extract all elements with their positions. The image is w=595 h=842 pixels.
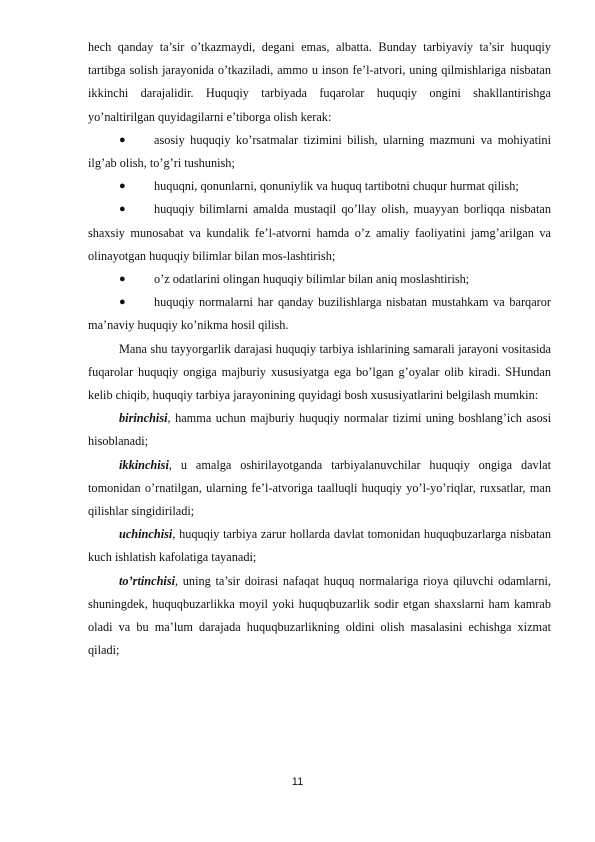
point-paragraph — [88, 523, 551, 569]
point-text: , huquqiy tarbiya zarur hollarda davlat tomonidan huquqbuzarlarga nisbatan kuch ishlatish kafolatiga tayanadi; — [88, 527, 551, 565]
list-item-text: huquqni, qonunlarni, qonuniylik va huquq tartibotni chuqur hurmat qilish; — [154, 179, 519, 194]
document-page — [88, 36, 551, 662]
point-paragraph — [88, 454, 551, 524]
bullet-icon: ● — [119, 273, 126, 286]
bullet-icon: ● — [119, 296, 126, 309]
point-term: ikkinchisi — [119, 457, 169, 472]
list-item — [88, 268, 551, 291]
list-item-text: huquqiy bilimlarni amalda mustaqil qo’llay olish, muayyan borliqqa nisbatan shaxsiy munosabat va kundalik fe’l-atvorni hamda o’z amaliy faoliyatini jamg’arilgan va olinayotgan huquqiy bilimlar bilan mos-lashtirish; — [88, 202, 551, 263]
bullet-icon: ● — [119, 203, 126, 216]
list-item — [88, 291, 551, 337]
page-number: 11 — [291, 776, 304, 788]
list-item-text: o’z odatlarini olingan huquqiy bilimlar bilan aniq moslashtirish; — [154, 272, 470, 287]
intro-paragraph: hech qanday ta’sir o’tkazmaydi, degani emas, albatta. Bunday tarbiyaviy ta’sir huquqiy tartibga solish jarayonida o’tkaziladi, ammo u inson fe’l-atvori, uning qilmishlariga nisbatan ikkinchi darajalidir. Huquqiy tarbiyada fuqarolar huquqiy ongini shakllantirishga yo’naltirilgan quyidagilarni e’tiborga olish kerak: — [88, 40, 551, 124]
bullet-icon: ● — [119, 180, 126, 193]
point-term: birinchisi — [119, 411, 168, 426]
point-paragraph — [88, 407, 551, 453]
transition-paragraph: Mana shu tayyorgarlik darajasi huquqiy tarbiya ishlarining samarali jarayoni vositasida fuqarolar huquqiy ongiga majburiy xususiyatga ega bo’lgan g’oyalar olib kiradi. SHundan kelib chiqib, huquqiy tarbiya jarayonining quyidagi bosh xususiyatlarini belgilash mumkin: — [88, 341, 551, 403]
point-term: to’rtinchisi — [119, 573, 176, 588]
point-paragraph — [88, 570, 551, 663]
point-text: , u amalga oshirilayotganda tarbiyalanuvchilar huquqiy ongiga davlat tomonidan o’rnatilgan, ularning fe’l-atvoriga taalluqli huquqiy yo’l-yo’riqlar, ruxsatlar, man qilishlar singidiriladi; — [88, 457, 551, 519]
list-item-text: asosiy huquqiy ko’rsatmalar tizimini bilish, ularning mazmuni va mohiyatini ilg’ab olish, to’g’ri tushunish; — [88, 132, 551, 171]
point-text: , uning ta’sir doirasi nafaqat huquq normalariga rioya qiluvchi odamlarni, shuningdek, huquqbuzarlikka moyil yoki huquqbuzarlik sodir etgan shaxslarni ham kamrab oladi va bu ma’lum darajada huquqbuzarlikning oldini olish masalasini echishga xizmat qiladi; — [88, 573, 551, 658]
point-text: , hamma uchun majburiy huquqiy normalar tizimi uning boshlang’ich asosi hisoblanadi; — [88, 411, 551, 449]
list-item — [88, 175, 551, 198]
list-item-text: huquqiy normalarni har qanday buzilishlarga nisbatan mustahkam va barqaror ma’naviy huquqiy ko’nikma hosil qilish. — [88, 295, 551, 333]
bullet-icon: ● — [119, 133, 126, 146]
point-term: uchinchisi — [119, 527, 173, 542]
list-item — [88, 198, 551, 268]
list-item — [88, 129, 551, 175]
